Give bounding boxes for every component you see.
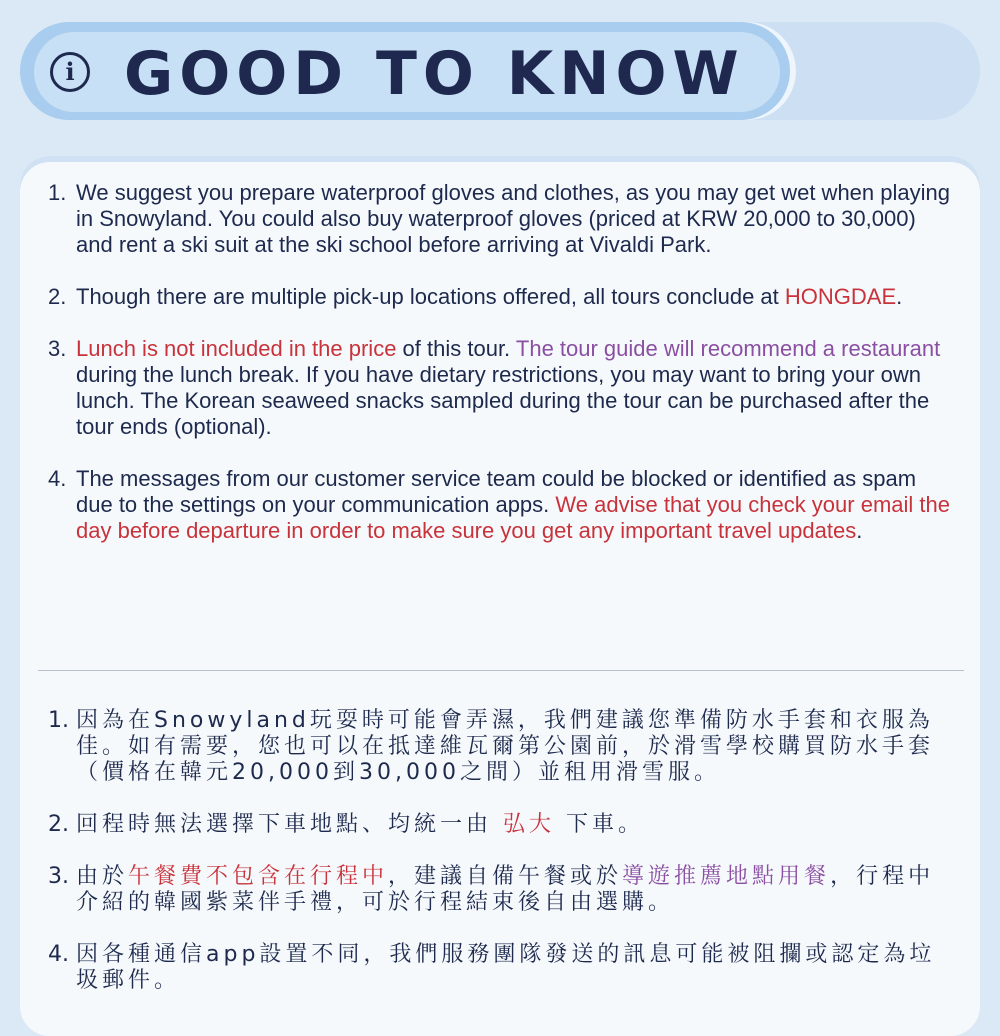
english-notes-list — [48, 180, 958, 570]
chinese-note-item-text: 弘大 — [503, 812, 556, 837]
english-note-item-text: Though there are multiple pick-up locations offered, all tours conclude at — [76, 284, 785, 309]
english-note-item-text: . — [896, 284, 903, 309]
chinese-note-item-text: 因各種通信app設置不同，我們服務團隊發送的訊息可能被阻攔或認定為垃圾郵件。 — [76, 942, 936, 993]
english-note-item — [48, 336, 958, 440]
english-note-item-number: 1. — [48, 180, 67, 205]
english-note-item-text: We suggest you prepare waterproof gloves and clothes, as you may get wet when playing in Snowyland. You could also buy waterproof gloves (priced at KRW 20,000 to 30,000) and rent a ski suit at the ski school before arriving at Vivaldi Park. — [76, 180, 950, 257]
chinese-note-item-number: 2. — [48, 812, 69, 837]
english-note-item — [48, 466, 958, 544]
page-title: GOOD TO KNOW — [124, 39, 745, 109]
english-note-item-text: The tour guide will recommend a restaurant — [515, 336, 941, 361]
chinese-note-item-text: 回程時無法選擇下車地點、均統一由 — [76, 812, 503, 837]
chinese-note-item-text: ，行程中介紹的韓國紫菜伴手禮，可於行程結束後自由選購。 — [76, 864, 935, 915]
chinese-note-item-text: 導遊推薦地點用餐 — [622, 864, 831, 889]
chinese-note-item — [48, 812, 948, 838]
english-note-item — [48, 180, 958, 258]
chinese-note-item — [48, 708, 948, 786]
english-note-item-number: 2. — [48, 284, 67, 309]
english-note-item-text: Lunch is not included in the price — [76, 336, 397, 361]
chinese-note-item-number: 4. — [48, 942, 69, 967]
english-note-item-text: during the lunch break. If you have dietary restrictions, you may want to bring your own lunch. The Korean seaweed snacks sampled during the tour can be purchased after the tour ends (optional). — [76, 362, 930, 439]
info-icon: i — [50, 52, 90, 92]
chinese-note-item-number: 3. — [48, 864, 69, 889]
english-note-item-text: We advise that you check your email the day before departure in order to make sure you get any important travel updates — [76, 492, 950, 543]
english-note-item-text: The messages from our customer service team could be blocked or identified as spam due to the settings on your communication apps. — [76, 466, 917, 517]
chinese-note-item-text: ，建議自備午餐或於 — [388, 864, 623, 889]
chinese-notes-list — [48, 708, 948, 1020]
chinese-note-item-text: 午餐費不包含在行程中 — [128, 864, 389, 889]
chinese-note-item — [48, 864, 948, 916]
english-note-item — [48, 284, 958, 310]
divider — [38, 670, 964, 671]
chinese-note-item-number: 1. — [48, 708, 69, 733]
chinese-note-item-text: 因為在Snowyland玩耍時可能會弄濕，我們建議您準備防水手套和衣服為佳。如有需要，您也可以在抵達維瓦爾第公園前，於滑雪學校購買防水手套（價格在韓元20,000到30,000之間）並租用滑雪服。 — [76, 708, 935, 785]
english-note-item-text: HONGDAE — [784, 284, 897, 309]
english-note-item-text: of this tour. — [396, 336, 516, 361]
english-note-item-number: 3. — [48, 336, 67, 361]
chinese-note-item — [48, 942, 948, 994]
english-note-item-number: 4. — [48, 466, 67, 491]
english-note-item-text: . — [856, 518, 863, 543]
chinese-note-item-text: 下車。 — [555, 812, 645, 837]
chinese-note-item-text: 由於 — [76, 864, 129, 889]
